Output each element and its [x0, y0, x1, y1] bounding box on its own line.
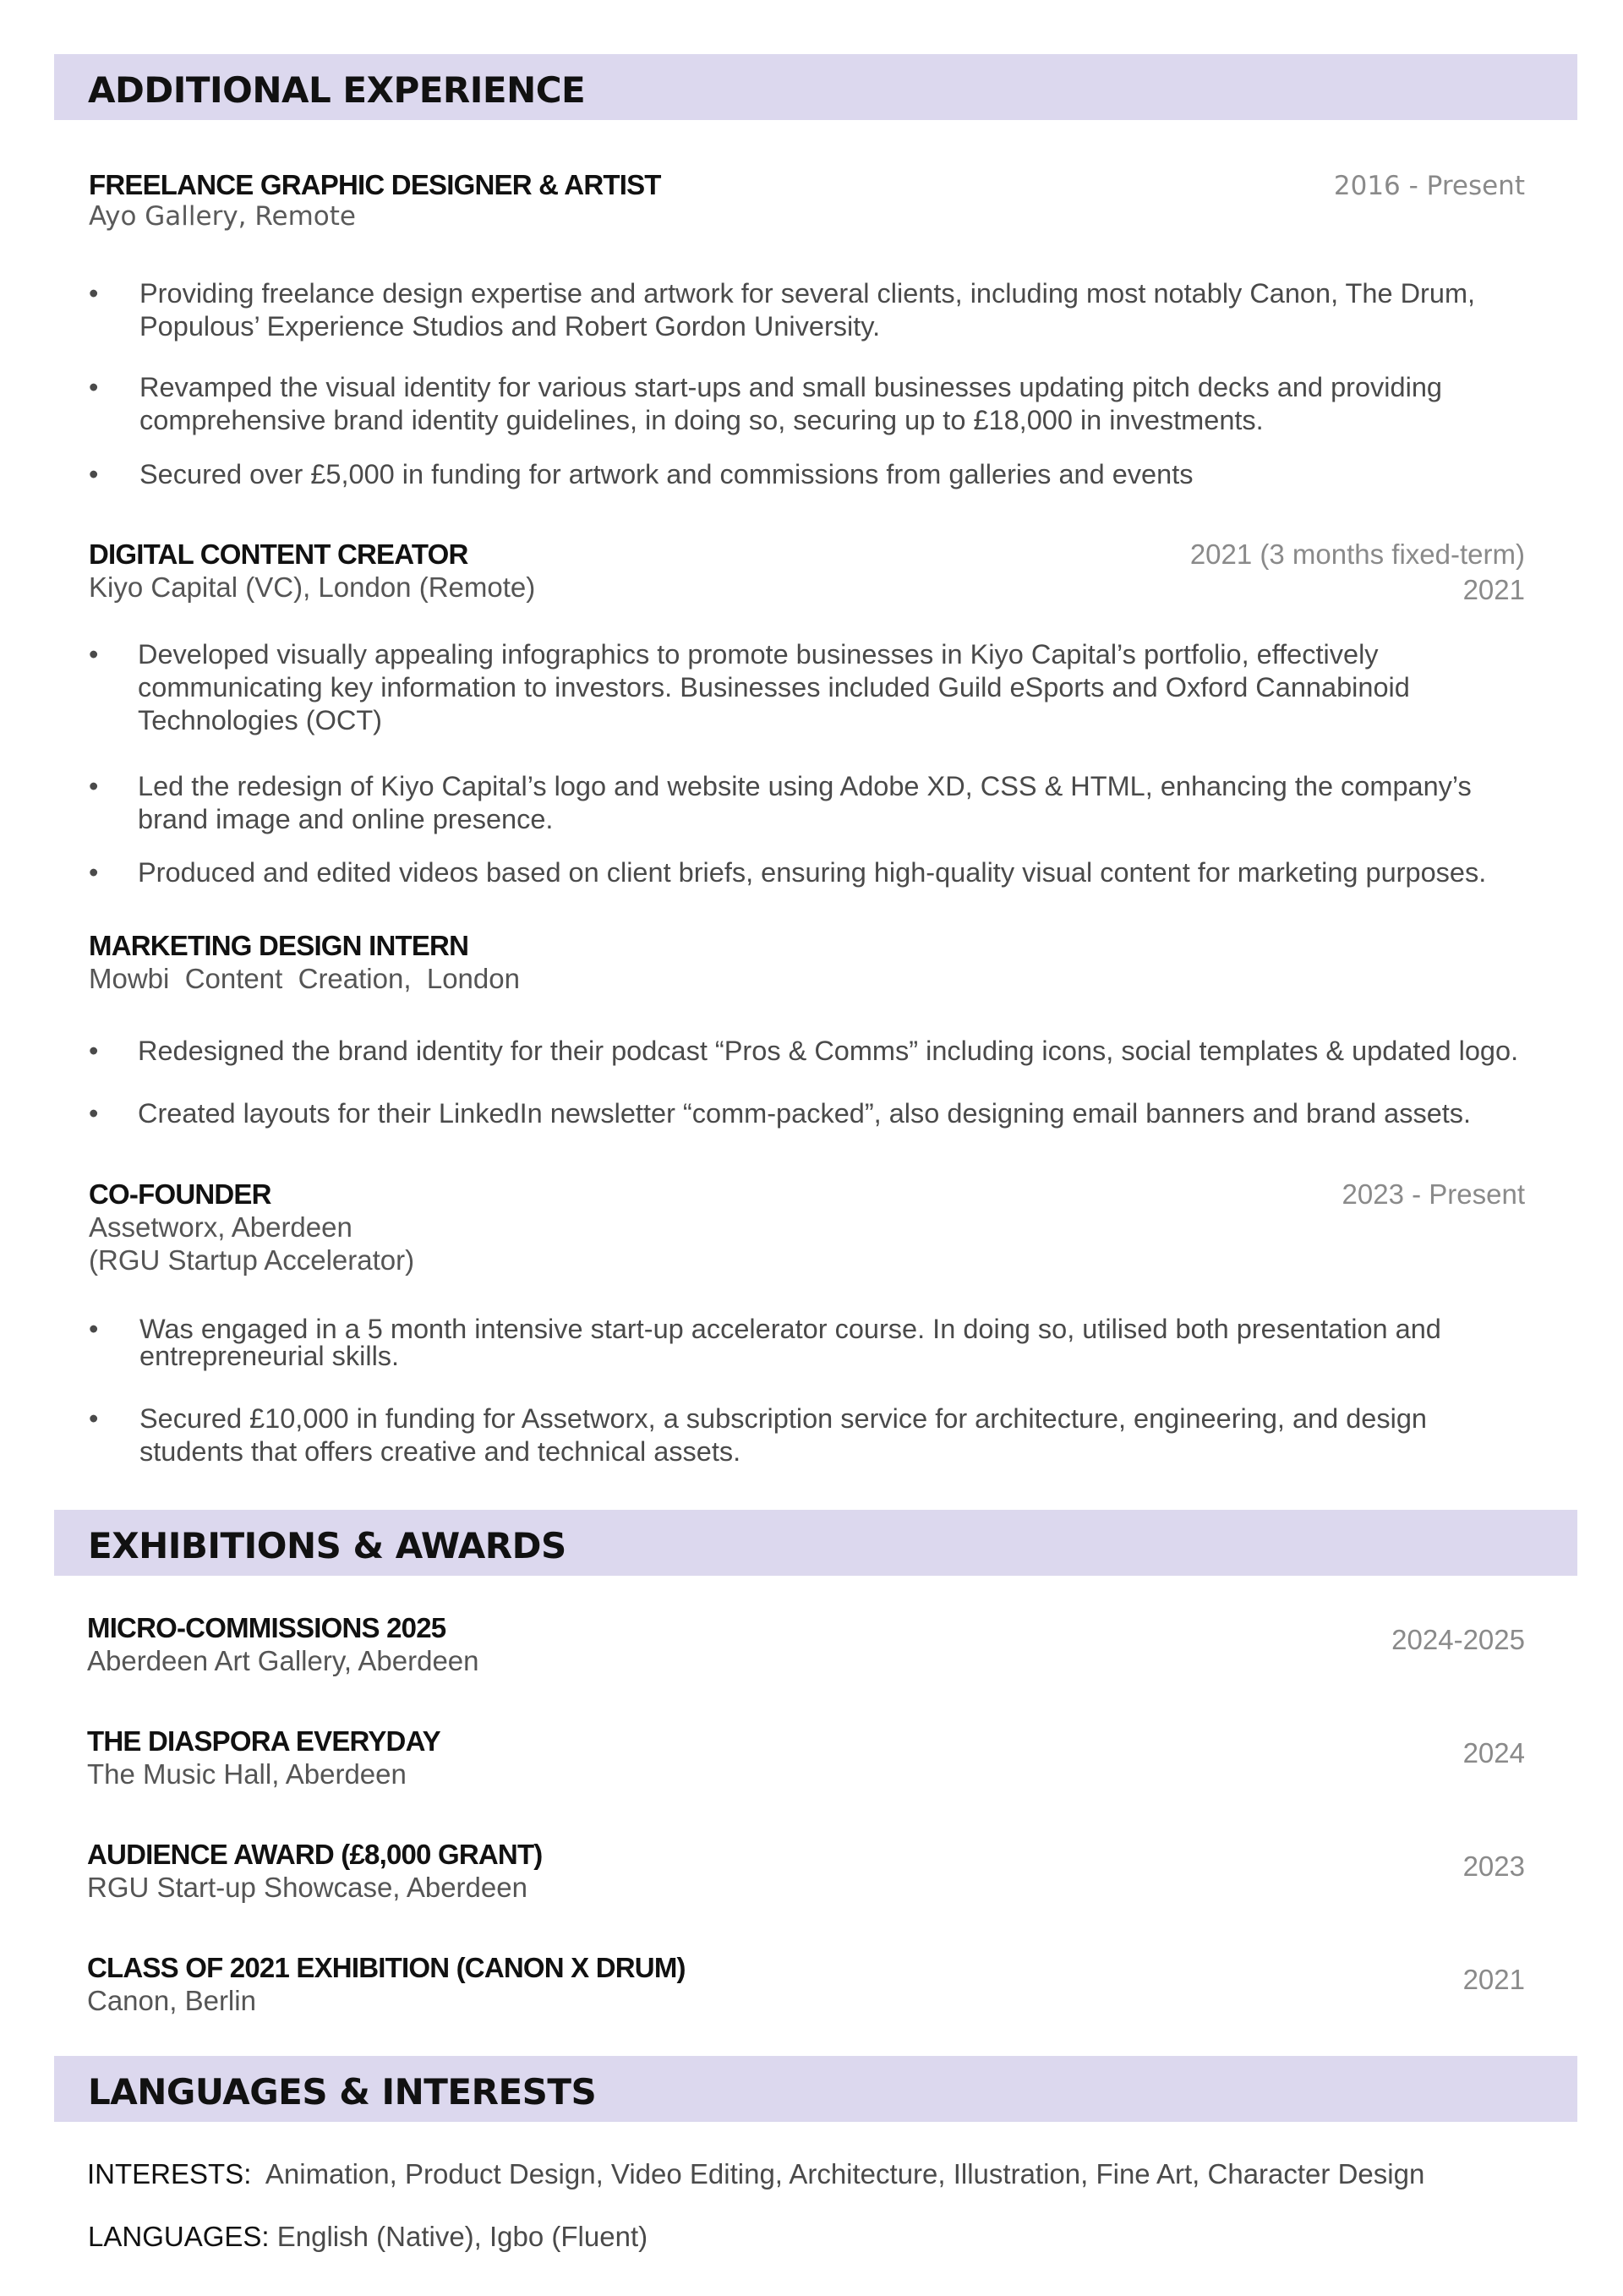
bullet-marker: •	[89, 372, 99, 402]
list-item	[89, 277, 1526, 343]
section-title: ADDITIONAL EXPERIENCE	[88, 69, 586, 111]
bullet-text: Redesigned the brand identity for their podcast “Pros & Comms” including icons, social templates & updated logo.	[138, 1036, 1519, 1066]
job-title: FREELANCE GRAPHIC DESIGNER & ARTIST	[89, 169, 661, 200]
languages-label: LANGUAGES:	[88, 2221, 270, 2252]
job-organization-note: (RGU Startup Accelerator)	[89, 1244, 415, 1276]
bullet-text: Created layouts for their LinkedIn newsletter “comm-packed”, also designing email banners and brand assets.	[138, 1098, 1472, 1129]
award-place: Canon, Berlin	[87, 1985, 256, 2016]
award-title: THE DIASPORA EVERYDAY	[87, 1725, 440, 1757]
bullet-text: Providing freelance design expertise and artwork for several clients, including most notably Canon, The Drum, Populous’ Experience Studios and Robert Gordon University.	[139, 278, 1476, 342]
bullet-marker: •	[89, 1036, 99, 1066]
job-organization: Mowbi Content Creation, London	[89, 963, 520, 994]
list-item	[89, 1035, 1593, 1068]
award-place: The Music Hall, Aberdeen	[87, 1758, 407, 1790]
award-title: AUDIENCE AWARD (£8,000 GRANT)	[87, 1839, 543, 1870]
job-title: MARKETING DESIGN INTERN	[89, 930, 469, 961]
job-title: CO-FOUNDER	[89, 1178, 271, 1210]
award-title: CLASS OF 2021 EXHIBITION (CANON X DRUM)	[87, 1952, 686, 1983]
section-header-languages-interests	[54, 2056, 1577, 2122]
job-organization: Kiyo Capital (VC), London (Remote)	[89, 571, 536, 603]
list-item	[89, 1315, 1526, 1369]
job-date-secondary: 2021	[1462, 574, 1525, 605]
bullet-marker: •	[89, 278, 99, 309]
languages-line	[88, 2221, 648, 2253]
list-item	[89, 638, 1475, 737]
list-item	[89, 856, 1593, 889]
bullet-marker: •	[89, 857, 99, 888]
bullet-marker: •	[89, 639, 99, 670]
list-item	[89, 1402, 1492, 1468]
bullet-text: Developed visually appealing infographics to promote businesses in Kiyo Capital’s portfolio, effectively communicating key information to investors. Businesses included Guild eSports and Oxford Cannabinoid Technologies (OCT)	[138, 639, 1410, 735]
job-organization: Ayo Gallery, Remote	[89, 201, 356, 232]
bullet-marker: •	[89, 459, 99, 489]
job-date: 2016 - Present	[1333, 171, 1525, 201]
bullet-marker: •	[89, 771, 99, 801]
languages-value: English (Native), Igbo (Fluent)	[276, 2221, 648, 2252]
bullet-marker: •	[89, 1098, 99, 1129]
list-item	[89, 371, 1526, 437]
bullet-text: Secured £10,000 in funding for Assetworx, a subscription service for architecture, engineering, and design students that offers creative and technical assets.	[139, 1403, 1427, 1467]
section-title: LANGUAGES & INTERESTS	[88, 2071, 597, 2113]
award-year: 2024-2025	[1391, 1624, 1525, 1655]
section-title: EXHIBITIONS & AWARDS	[88, 1525, 566, 1566]
interests-value: Animation, Product Design, Video Editing, Architecture, Illustration, Fine Art, Character Design	[265, 2158, 1425, 2189]
bullet-text: Revamped the visual identity for various start-ups and small businesses updating pitch decks and providing comprehensive brand identity guidelines, in doing so, securing up to £18,000 in investments.	[139, 372, 1442, 435]
bullet-marker: •	[89, 1403, 99, 1434]
list-item	[89, 770, 1526, 836]
award-year: 2024	[1462, 1737, 1525, 1768]
job-organization: Assetworx, Aberdeen	[89, 1211, 352, 1243]
award-place: RGU Start-up Showcase, Aberdeen	[87, 1872, 527, 1903]
bullet-marker: •	[89, 1314, 99, 1344]
list-item	[89, 458, 1526, 491]
bullet-text: Produced and edited videos based on client briefs, ensuring high-quality visual content for marketing purposes.	[138, 857, 1487, 888]
section-header-exhibitions-awards	[54, 1510, 1577, 1576]
award-year: 2021	[1462, 1964, 1525, 1995]
section-header-additional-experience	[54, 54, 1577, 120]
job-title: DIGITAL CONTENT CREATOR	[89, 538, 468, 570]
award-place: Aberdeen Art Gallery, Aberdeen	[87, 1645, 479, 1676]
bullet-text: Secured over £5,000 in funding for artwork and commissions from galleries and events	[139, 459, 1194, 489]
bullet-text: Was engaged in a 5 month intensive start-up accelerator course. In doing so, utilised both presentation and entrepreneurial skills.	[139, 1314, 1441, 1371]
job-date: 2021 (3 months fixed-term)	[1189, 538, 1525, 570]
job-date: 2023 - Present	[1342, 1178, 1525, 1210]
award-year: 2023	[1462, 1850, 1525, 1882]
bullet-text: Led the redesign of Kiyo Capital’s logo and website using Adobe XD, CSS & HTML, enhancing the company’s brand image and online presence.	[138, 771, 1472, 834]
award-title: MICRO-COMMISSIONS 2025	[87, 1612, 446, 1643]
interests-label: INTERESTS:	[87, 2158, 252, 2189]
list-item	[89, 1097, 1593, 1130]
interests-line	[87, 2158, 1424, 2190]
